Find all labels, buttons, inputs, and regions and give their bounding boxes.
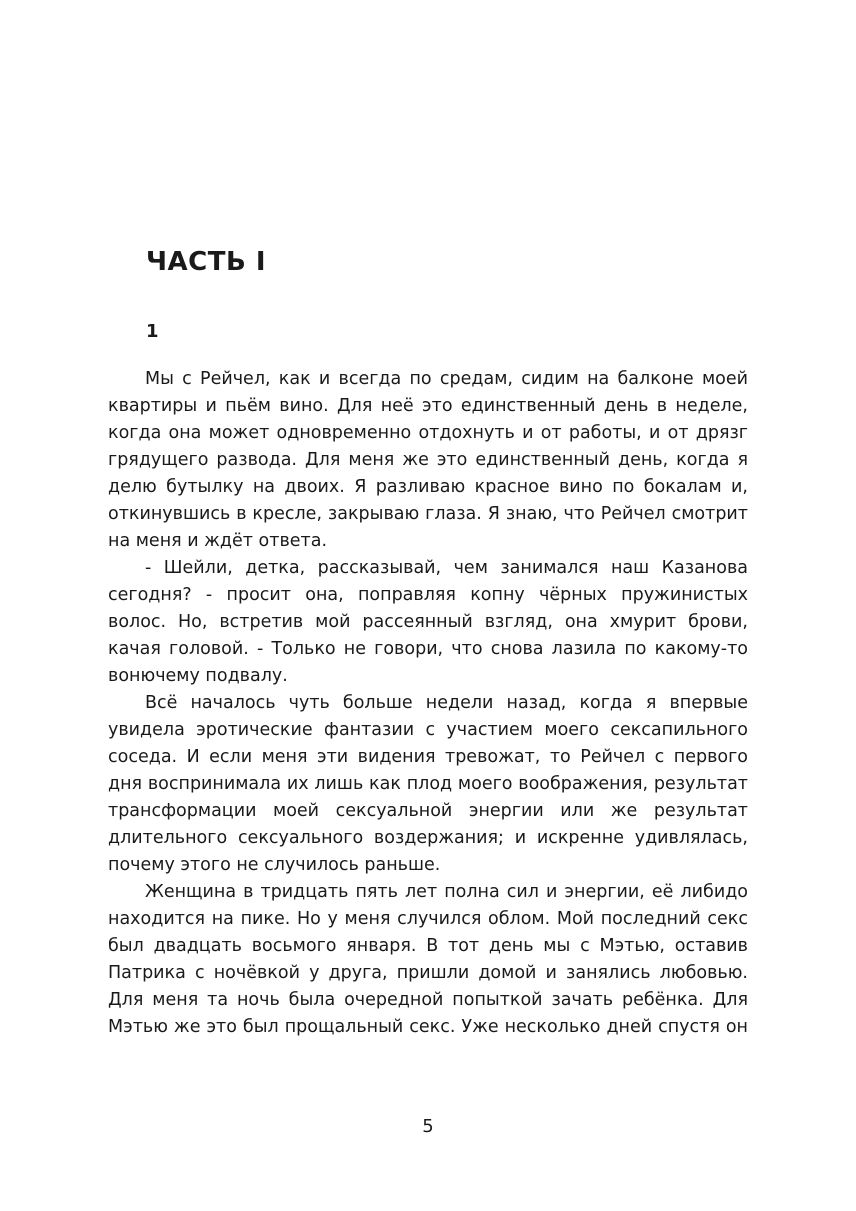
paragraph-2: - Шейли, детка, рассказывай, чем занимался наш Казанова сегодня? - просит она, поправляя копну чёрных пружинистых волос. Но, встретив мой рассеянный взгляд, она хмурит брови, качая головой. - Только не говори, что снова лазила по какому-то вонючему подвалу. <box>108 558 748 686</box>
chapter-number: 1 <box>146 321 159 342</box>
part-title: ЧАСТЬ I <box>146 247 266 277</box>
paragraph-1: Мы с Рейчел, как и всегда по средам, сидим на балконе моей квартиры и пьём вино. Для неё это единственный день в неделе, когда она может одновременно отдохнуть и от работы, и от дрязг грядущего развода. Для меня же это единственный день, когда я делю бутылку на двоих. Я разливаю красное вино по бокалам и, откинувшись в кресле, закрываю глаза. Я знаю, что Рейчел смотрит на меня и ждёт ответа. <box>108 369 748 551</box>
paragraph-3: Всё началось чуть больше недели назад, когда я впервые увидела эротические фантазии с участием моего сексапильного соседа. И если меня эти видения тревожат, то Рейчел с первого дня воспринимала их лишь как плод моего воображения, результат трансформации моей сексуальной энергии или же результат длительного сексуального воздержания; и искренне удивлялась, почему этого не случилось раньше. <box>108 693 748 875</box>
text-body <box>108 366 748 1041</box>
paragraph-4: Женщина в тридцать пять лет полна сил и энергии, её либидо находится на пике. Но у меня случился облом. Мой последний секс был двадцать восьмого января. В тот день мы с Мэтью, оставив Патрика с ночёвкой у друга, пришли домой и занялись любовью. Для меня та ночь была очередной попыткой зачать ребёнка. Для Мэтью же это был прощальный секс. Уже несколько дней спустя он <box>108 882 748 1037</box>
page-number: 5 <box>422 1116 434 1137</box>
